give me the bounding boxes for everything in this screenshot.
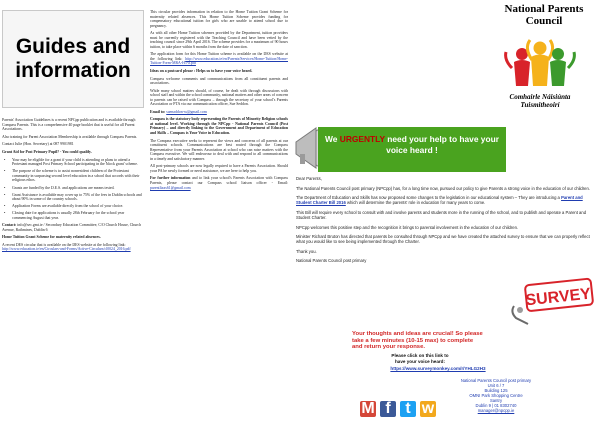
social-icons (360, 400, 436, 418)
email-line (150, 110, 288, 115)
npc-logo-irish: Comhairle Náisiúnta Tuismitheoirí (509, 93, 571, 109)
grant-aid-heading: Grant Aid for Post Primary Pupil? - You could qualify. (2, 149, 92, 154)
website-icon[interactable]: w (421, 400, 435, 417)
letter-paragraph (296, 195, 596, 205)
parents-association-text: All post-primary schools are now legally required to have a Parents Association. Should your PA be newly formed or need assistance, we are here to help you. (150, 164, 288, 173)
charter-outro: which will determine the parents' role in education for many years to come. (345, 200, 486, 206)
charter-bill-link[interactable]: Parent and Student Charter Bill 2016 (296, 195, 583, 206)
tuition-providers-text: As with all other Home Tuition schemes provided by the Department, tuition providers must be currently registered with the Teaching Council and have been vetted by the teaching council since 29th April 2016. The scheme provides for a maximum of 90 hours tuition, to take place within 6 months from the date of sanction. (150, 31, 288, 49)
pa-training-text: Also training for Parent Association Membership is available through Compass Parents. (2, 134, 138, 139)
grant-bullet: • Your may be eligible for a grant if your child is attending or plans to attend a Protestant managed Post Primary School participating in the 'block grant' scheme. (2, 158, 144, 167)
circular-text: This circular provides information in relation to the Home Tuition Grant Scheme for maternity related absences. This Home Tuition Scheme provides funding for compensatory educational tuition for girls who are unable to attend school due to pregnancy. (150, 10, 288, 28)
des-circular-link[interactable]: http://www.education.ie/en/Circulars-and-Forms/Active-Circulars/cl0024_2016.pdf (2, 247, 131, 252)
email-label: Email to: (150, 109, 166, 114)
letter-paragraph: NPCpp welcomes this positive step and the recognition it brings to parental involvement in the education of our children. (296, 224, 519, 230)
letter-paragraph: Minister Richard Bruton has directed that parents be consulted through NPCpp and we have created the attached survey to ensure that we can properly reflect what you would like to see being implemented through the Charter. (296, 234, 590, 245)
npcpp-address (440, 378, 552, 413)
further-info-label: For further information (150, 176, 191, 181)
des-circular-text: A recent DES circular that is available on the DES website at the following link: (2, 242, 126, 247)
survey-link[interactable]: https://www.surveymonkey.com/r/YHLG2H3 (390, 366, 486, 371)
grant-bullet: • Closing date for applications is usually 28th February for the school year commencing August that year. (2, 211, 144, 220)
banner-post: need your help to have your voice heard ! (384, 134, 499, 155)
school-matters-text: While many school matters should, of course, be dealt with through discussions with school staff and within the school community, national matters and other areas of concern to parents can be raised with Compass – through the secretary of your school's Parents Association or PTA via our communication officer, Sue Seddon. (150, 88, 289, 107)
right-column (294, 0, 600, 424)
left-column (2, 10, 144, 422)
address-line: Building 125 (484, 388, 508, 393)
survey-appeal: Your thoughts and ideas are crucial! So please take a few minutes (10-15 max) to complete and return your response. (352, 331, 483, 351)
letter-body (296, 176, 596, 268)
liaison-email-link[interactable]: parentliaxs61@gmail.com (150, 185, 191, 190)
compass-statutory-text: Compass is the statutory body representing the Parents of Minority Religion schools at national level. Working through the NPCpp - National Parents Council (Post Primary) – and directly linking to the Government and Department of Education and Skills – Compass is Your Voice in Education. (150, 117, 288, 136)
address-line: National Parents Council post primary (460, 378, 532, 383)
home-tuition-text (2, 243, 144, 252)
letter-paragraph: This Bill will require every school to consult with and involve parents and students more in the running of the school, and to publish and operate a Parent and Student Charter. (296, 209, 587, 220)
guides-title-line1: Guides and (15, 35, 131, 58)
contact-text: info@sec.gmt.ie / Secondary Education Committee, C/O Church House, Church Avenue, Rathmines, Dublin 6 (2, 223, 142, 232)
gmail-icon[interactable]: M (361, 400, 375, 417)
further-info-text (150, 176, 288, 190)
compass-welcome-text: Compass welcome comments and communications from all constituent parents and associations. (150, 76, 288, 86)
home-tuition-heading: Home Tuition Grant Scheme for maternity related absences. (2, 235, 101, 240)
click-instruction (340, 353, 500, 364)
manager-email-link[interactable]: manager@npcpp.ie (477, 408, 515, 413)
address-line: Unit 6 / 7 (487, 383, 505, 388)
letter-paragraph: The National Parents Council post primary (NPCpp) has, for a long time now, pursued our policy to give Parents a strong voice in the education of our children. (296, 185, 590, 191)
middle-column (150, 10, 288, 422)
contact-label: Contact: (2, 223, 17, 228)
address-line: Dublin 9 | 01 8302740 (475, 403, 517, 408)
survey-link-line (318, 366, 558, 371)
banner-urgently: URGENTLY (339, 134, 385, 144)
guides-title-box (2, 10, 144, 108)
application-form-link[interactable]: http://www.education.ie/en/Parents/Services/Home-Tuition/Home-Tuition-Form-MRA-HT-a.pdf (150, 56, 288, 66)
grant-bullet: • The purpose of the scheme is to assist nonresident children of the Protestant community in surpassing second level education in a school that accords with their religious ethos. (2, 169, 144, 183)
compass-executive-text: The Compass executive seeks to represent the views and concerns of all parents at our constituent schools. Communications are best routed through the Compass Representative from your Parents Association at school who can raise matters with the Compass executive. We will endeavour to deal with and respond to all communications in a timely and satisfactory manner. (150, 138, 288, 161)
address-line: Santry (489, 398, 503, 403)
ideas-heading: Ideas on a postcard please : Helps us to have your voice heard. (150, 69, 253, 74)
banner-pre: We (325, 134, 340, 144)
application-form-intro: The application form for this Home Tuition scheme is available on the DES website at the following link: (150, 52, 288, 61)
click-line1: Please click on this link to (391, 353, 449, 358)
grant-contact (2, 223, 144, 232)
grant-bullet: • Application Forms are available directly from the school of your choice. (2, 204, 144, 209)
letter-thanks: Thank you. (296, 248, 317, 254)
facebook-icon[interactable]: f (380, 401, 396, 417)
pa-guidelines-text: Parents' Association Guidelines is a recent NPCpp publication and is available through Compass Parents. This is a comprehensive 40 page booklet that is useful for all Parent Associations. (2, 118, 136, 132)
letter-signature: National Parents Council post primary (296, 258, 367, 264)
grant-bullet: • Grants are funded by the D.E.S. and applications are means tested. (2, 186, 144, 191)
communication-email-link[interactable]: suenaddon-ss@gmail.com (166, 109, 207, 114)
click-line2: have your voice heard: (394, 358, 446, 364)
survey-badge-icon (508, 276, 596, 328)
charter-intro: The Department of Education and Skills has now proposed some changes to the legislation in our educational system – They are introducing a (296, 195, 562, 201)
grant-bullet: • Grant Assistance is available may cover up to 75% of the fees in Dublin schools and about 90% in some of the country schools. (2, 193, 144, 202)
application-form-text (150, 52, 288, 66)
npc-logo (492, 2, 588, 124)
address-line: OMNI Park Shopping Centre (469, 393, 523, 398)
urgent-banner (318, 127, 506, 172)
guides-title-line2: information (15, 59, 131, 82)
further-info-body: and to link your school's Parents Association with Compass Parents, please contact our Compass school liaison officer - Email: (150, 176, 288, 185)
npc-logo-title: National Parents Council (504, 3, 584, 27)
twitter-icon[interactable]: t (400, 401, 416, 417)
survey-badge-text: SURVEY (524, 285, 592, 310)
letter-greeting: Dear Parents, (296, 176, 322, 181)
contact-julie-text: Contact Julie (Hon. Secretary) at 087 9901981 (2, 142, 74, 147)
